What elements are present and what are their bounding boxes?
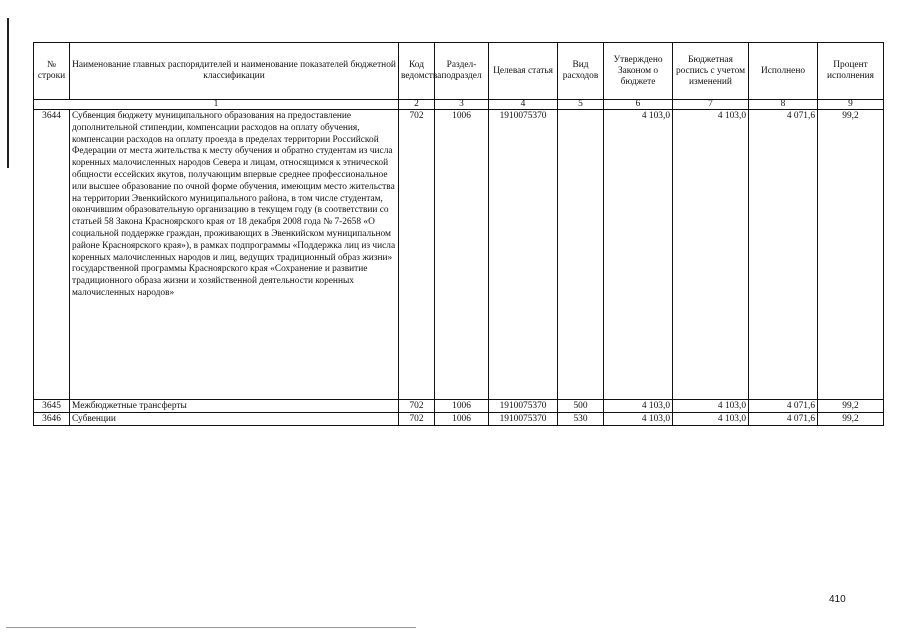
column-number-9: 9 (818, 100, 884, 110)
header-target-article: Целевая статья (489, 43, 558, 100)
row-approved: 4 103,0 (604, 110, 673, 400)
column-number-3: 3 (435, 100, 489, 110)
row-number: 3644 (34, 110, 70, 400)
row-name: Межбюджетные трансферты (70, 400, 399, 413)
row-dept-code: 702 (399, 400, 435, 413)
budget-execution-table (33, 42, 884, 426)
header-name: Наименование главных распорядителей и наименование показателей бюджетной классификации (70, 43, 399, 100)
row-expense-kind: 530 (558, 413, 604, 426)
table-row (34, 400, 884, 413)
row-number: 3645 (34, 400, 70, 413)
page-number: 410 (829, 594, 846, 605)
column-number-2: 2 (399, 100, 435, 110)
row-section: 1006 (435, 400, 489, 413)
header-executed: Исполнено (749, 43, 818, 100)
row-target-article: 1910075370 (489, 110, 558, 400)
table-header-row (34, 43, 884, 100)
row-target-article: 1910075370 (489, 413, 558, 426)
column-number-6: 6 (604, 100, 673, 110)
row-name: Субвенции (70, 413, 399, 426)
row-section: 1006 (435, 110, 489, 400)
column-number-row (34, 100, 884, 110)
row-budget-schedule: 4 103,0 (673, 413, 749, 426)
header-row-number: № строки (34, 43, 70, 100)
row-expense-kind: 500 (558, 400, 604, 413)
column-number-4: 4 (489, 100, 558, 110)
row-percent: 99,2 (818, 413, 884, 426)
row-section: 1006 (435, 413, 489, 426)
row-executed: 4 071,6 (749, 400, 818, 413)
row-dept-code: 702 (399, 413, 435, 426)
header-dept-code: Код ведомства (399, 43, 435, 100)
column-number-5: 5 (558, 100, 604, 110)
table-row (34, 110, 884, 400)
row-executed: 4 071,6 (749, 110, 818, 400)
row-budget-schedule: 4 103,0 (673, 110, 749, 400)
column-number-1: 1 (34, 100, 399, 110)
row-target-article: 1910075370 (489, 400, 558, 413)
row-number: 3646 (34, 413, 70, 426)
row-expense-kind (558, 110, 604, 400)
column-number-7: 7 (673, 100, 749, 110)
column-number-8: 8 (749, 100, 818, 110)
header-approved: Утверждено Законом о бюджете (604, 43, 673, 100)
table-row (34, 413, 884, 426)
header-section: Раздел-подраздел (435, 43, 489, 100)
header-budget-schedule: Бюджетная роспись с учетом изменений (673, 43, 749, 100)
left-margin-rule (7, 18, 9, 168)
row-approved: 4 103,0 (604, 400, 673, 413)
bottom-scan-line (6, 627, 416, 628)
row-name: Субвенция бюджету муниципального образования на предоставление дополнительной стипендии, компенсации расходов на оплату обучения, компенсации расходов на оплату проезда в пределах территории Российской Федерации от места жительства к месту обучения и обратно студентам из числа коренных малочисленных народов Севера и лицам, относящимся к этнической общности ессейских якутов, получающим впервые среднее профессиональное или высшее образование по очной форме обучения, имеющим место жительства на территории Эвенкийского муниципального района, в том числе студентам, окончившим образовательную организацию в текущем году (в соответствии со статьей 58 Закона Красноярского края от 18 декабря 2008 года № 7-2658 «О социальной поддержке граждан, проживающих в Эвенкийском муниципальном районе Красноярского края»), в рамках подпрограммы «Поддержка лиц из числа коренных малочисленных народов и лиц, ведущих традиционный образ жизни» государственной программы Красноярского края «Сохранение и развитие традиционного образа жизни и хозяйственной деятельности коренных малочисленных народов» (70, 110, 399, 400)
row-budget-schedule: 4 103,0 (673, 400, 749, 413)
row-approved: 4 103,0 (604, 413, 673, 426)
header-percent: Процент исполнения (818, 43, 884, 100)
header-expense-kind: Вид расходов (558, 43, 604, 100)
row-percent: 99,2 (818, 110, 884, 400)
row-percent: 99,2 (818, 400, 884, 413)
row-executed: 4 071,6 (749, 413, 818, 426)
row-dept-code: 702 (399, 110, 435, 400)
